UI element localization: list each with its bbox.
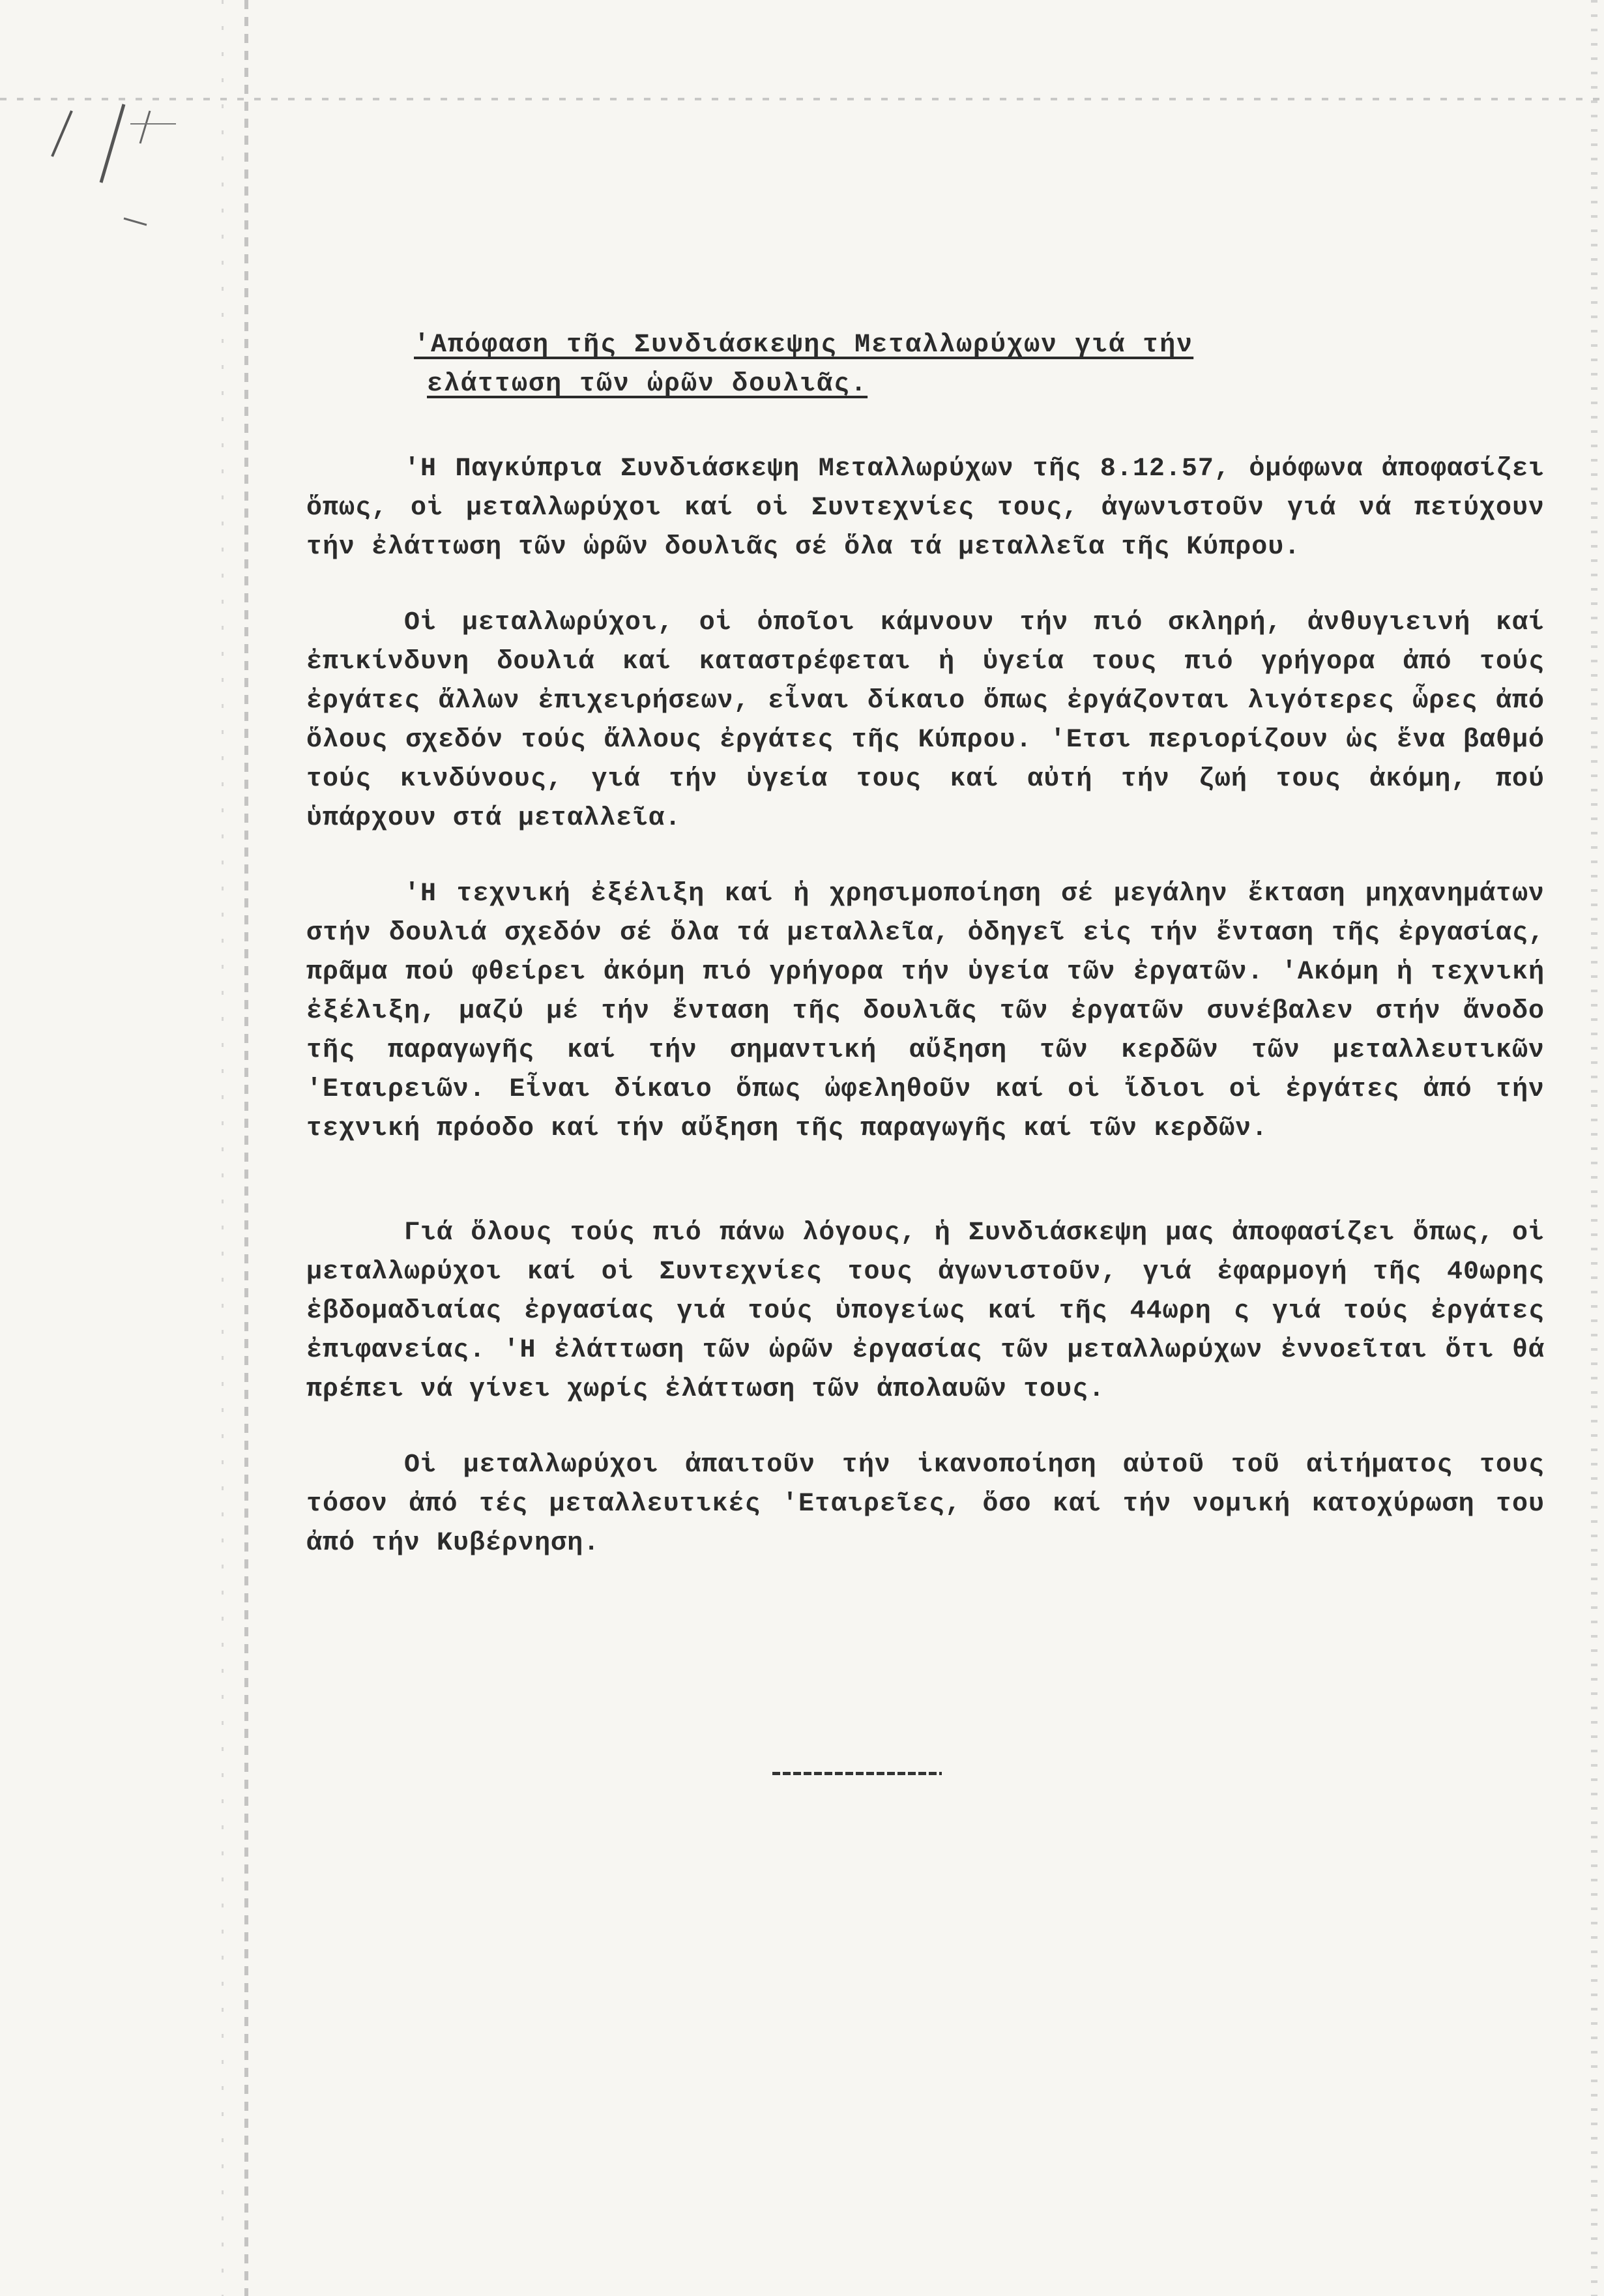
paragraph-2: Οἱ μεταλλωρύχοι, οἱ ὁποῖοι κάμνουν τήν πιό σκληρή, ἀνθυγιεινή καί ἐπικίνδυνη δουλιά καί καταστρέφεται ἡ ὑγεία τους πιό γρήγορα ἀπό τούς ἐργάτες ἄλλων ἐπιχειρήσεων, εἶναι δίκαιο ὅπως ἐργάζονται λιγότερες ὧρες ἀπό ὅλους σχεδόν τούς ἄλλους ἐργάτες τῆς Κύπρου. 'Ετσι περιορίζουν ὡς ἕνα βαθμό τούς κινδύνους, γιά τήν ὑγεία τους καί αὐτή τήν ζωή τους ἀκόμη, πού ὑπάρχουν στά μεταλλεῖα. (306, 608, 1545, 833)
scan-artifact-top (0, 98, 1604, 100)
handwritten-mark-icon (26, 98, 182, 228)
document-body (306, 450, 1545, 1600)
scan-artifact-right-edge (1591, 0, 1597, 2296)
heading-line-2: ελάττωση τῶν ὡρῶν δουλιᾶς. (427, 370, 868, 399)
scan-artifact-fold (222, 0, 224, 2296)
paragraph-3: 'Η τεχνική ἐξέλιξη καί ἡ χρησιμοποίηση σέ μεγάλην ἔκταση μηχανημάτων στήν δουλιά σχεδόν σέ ὅλα τά μεταλλεῖα, ὁδηγεῖ εἰς τήν ἔνταση τῆς ἐργασίας, πρᾶμα πού φθείρει ἀκόμη πιό γρήγορα τήν ὑγεία τῶν ἐργατῶν. 'Ακόμη ἡ τεχνική ἐξέλιξη, μαζύ μέ τήν ἔνταση τῆς δουλιᾶς τῶν ἐργατῶν συνέβαλεν στήν ἄνοδο τῆς παραγωγῆς καί τήν σημαντική αὔξηση τῶν κερδῶν τῶν μεταλλευτικῶν 'Εταιρειῶν. Εἶναι δίκαιο ὅπως ὠφεληθοῦν καί οἱ ἴδιοι οἱ ἐργάτες ἀπό τήν τεχνική πρόοδο καί τήν αὔξηση τῆς παραγωγῆς καί τῶν κερδῶν. (306, 879, 1545, 1143)
heading-line-1: 'Απόφαση τῆς Συνδιάσκεψης Μεταλλωρύχων γιά τήν (414, 331, 1194, 360)
document-heading (414, 326, 1359, 404)
paragraph-1: 'Η Παγκύπρια Συνδιάσκεψη Μεταλλωρύχων τῆς 8.12.57, ὁμόφωνα ἀποφασίζει ὅπως, οἱ μεταλλωρύχοι καί οἱ Συντεχνίες τους, ἀγωνιστοῦν γιά νά πετύχουν τήν ἐλάττωση τῶν ὡρῶν δουλιᾶς σέ ὅλα τά μεταλλεῖα τῆς Κύπρου. (306, 454, 1545, 562)
paragraph-5: Οἱ μεταλλωρύχοι ἀπαιτοῦν τήν ἱκανοποίηση αὐτοῦ τοῦ αἰτήματος τους τόσον ἀπό τές μεταλλευτικές 'Εταιρεῖες, ὅσο καί τήν νομική κατοχύρωση του ἀπό τήν Κυβέρνηση. (306, 1450, 1545, 1558)
paragraph-4: Γιά ὅλους τούς πιό πάνω λόγους, ἡ Συνδιάσκεψη μας ἀποφασίζει ὅπως, οἱ μεταλλωρύχοι καί οἱ Συντεχνίες τους ἀγωνιστοῦν, γιά ἐφαρμογή τῆς 40ωρης ἑβδομαδιαίας ἐργασίας γιά τούς ὑπογείως καί τῆς 44ωρη ς γιά τούς ἐργάτες ἐπιφανείας. 'Η ἐλάττωση τῶν ὡρῶν ἐργασίας τῶν μεταλλωρύχων ἐννοεῖται ὅτι θά πρέπει νά γίνει χωρίς ἐλάττωση τῶν ἀπολαυῶν τους. (306, 1218, 1545, 1404)
closing-divider (772, 1772, 942, 1775)
scan-artifact-margin (244, 0, 248, 2296)
